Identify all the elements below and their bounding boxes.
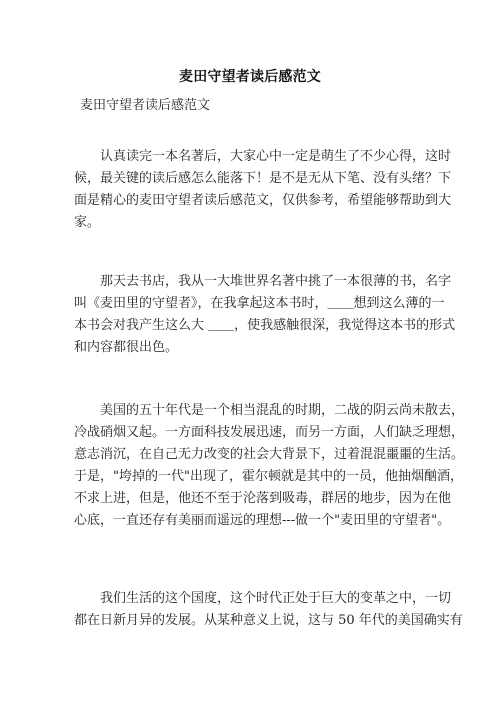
paragraph-line: 本书会对我产生这么大 ＿＿，使我感触很深，我觉得这本书的形式: [74, 318, 456, 333]
paragraph-line: 我们生活的这个国度，这个时代正处于巨大的变革之中，一切: [74, 591, 452, 606]
paragraph-3: [74, 400, 465, 532]
paragraph-line: 认真读完一本名著后，大家心中一定是萌生了不少心得，这时: [74, 149, 452, 164]
paragraph-line: 候，最关键的读后感怎么能落下！是不是无从下笔、没有头绪？下: [74, 171, 452, 186]
paragraph-line: 面是精心的麦田守望者读后感范文，仅供参考，希望能够帮助到大: [74, 193, 452, 208]
paragraph-line: 都在日新月异的发展。从某种意义上说，这与 50 年代的美国确实有: [74, 613, 463, 628]
document-subtitle: 麦田守望者读后感范文: [80, 98, 211, 113]
paragraph-line: 和内容都很出色。: [74, 340, 179, 355]
paragraph-line: 那天去书店，我从一大堆世界名著中挑了一本很薄的书，名字: [74, 274, 452, 289]
paragraph-line: 心底，一直还存有美丽而遥远的理想---做一个"麦田里的守望者"。: [74, 513, 451, 528]
paragraph-line: 叫《麦田里的守望者》，在我拿起这本书时，＿＿想到这么薄的一: [74, 296, 445, 311]
paragraph-line: 家。: [74, 215, 101, 230]
paragraph-line: 美国的五十年代是一个相当混乱的时期，二战的阴云尚未散去，: [74, 403, 465, 418]
paragraph-line: 于是，"垮掉的一代"出现了，霍尔顿就是其中的一员，他抽烟酗酒，: [74, 469, 463, 484]
paragraph-1: [74, 146, 454, 234]
paragraph-line: 意志消沉，在自己无力改变的社会大背景下，过着混混噩噩的生活。: [74, 447, 465, 462]
paragraph-2: [74, 271, 454, 359]
paragraph-line: 冷战硝烟又起。一方面科技发展迅速，而另一方面，人们缺乏理想，: [74, 425, 465, 440]
document-title: 麦田守望者读后感范文: [179, 69, 321, 85]
paragraph-4: [74, 588, 463, 632]
paragraph-line: 不求上进，但是，他还不至于沦落到吸毒，群居的地步，因为在他: [74, 491, 452, 506]
